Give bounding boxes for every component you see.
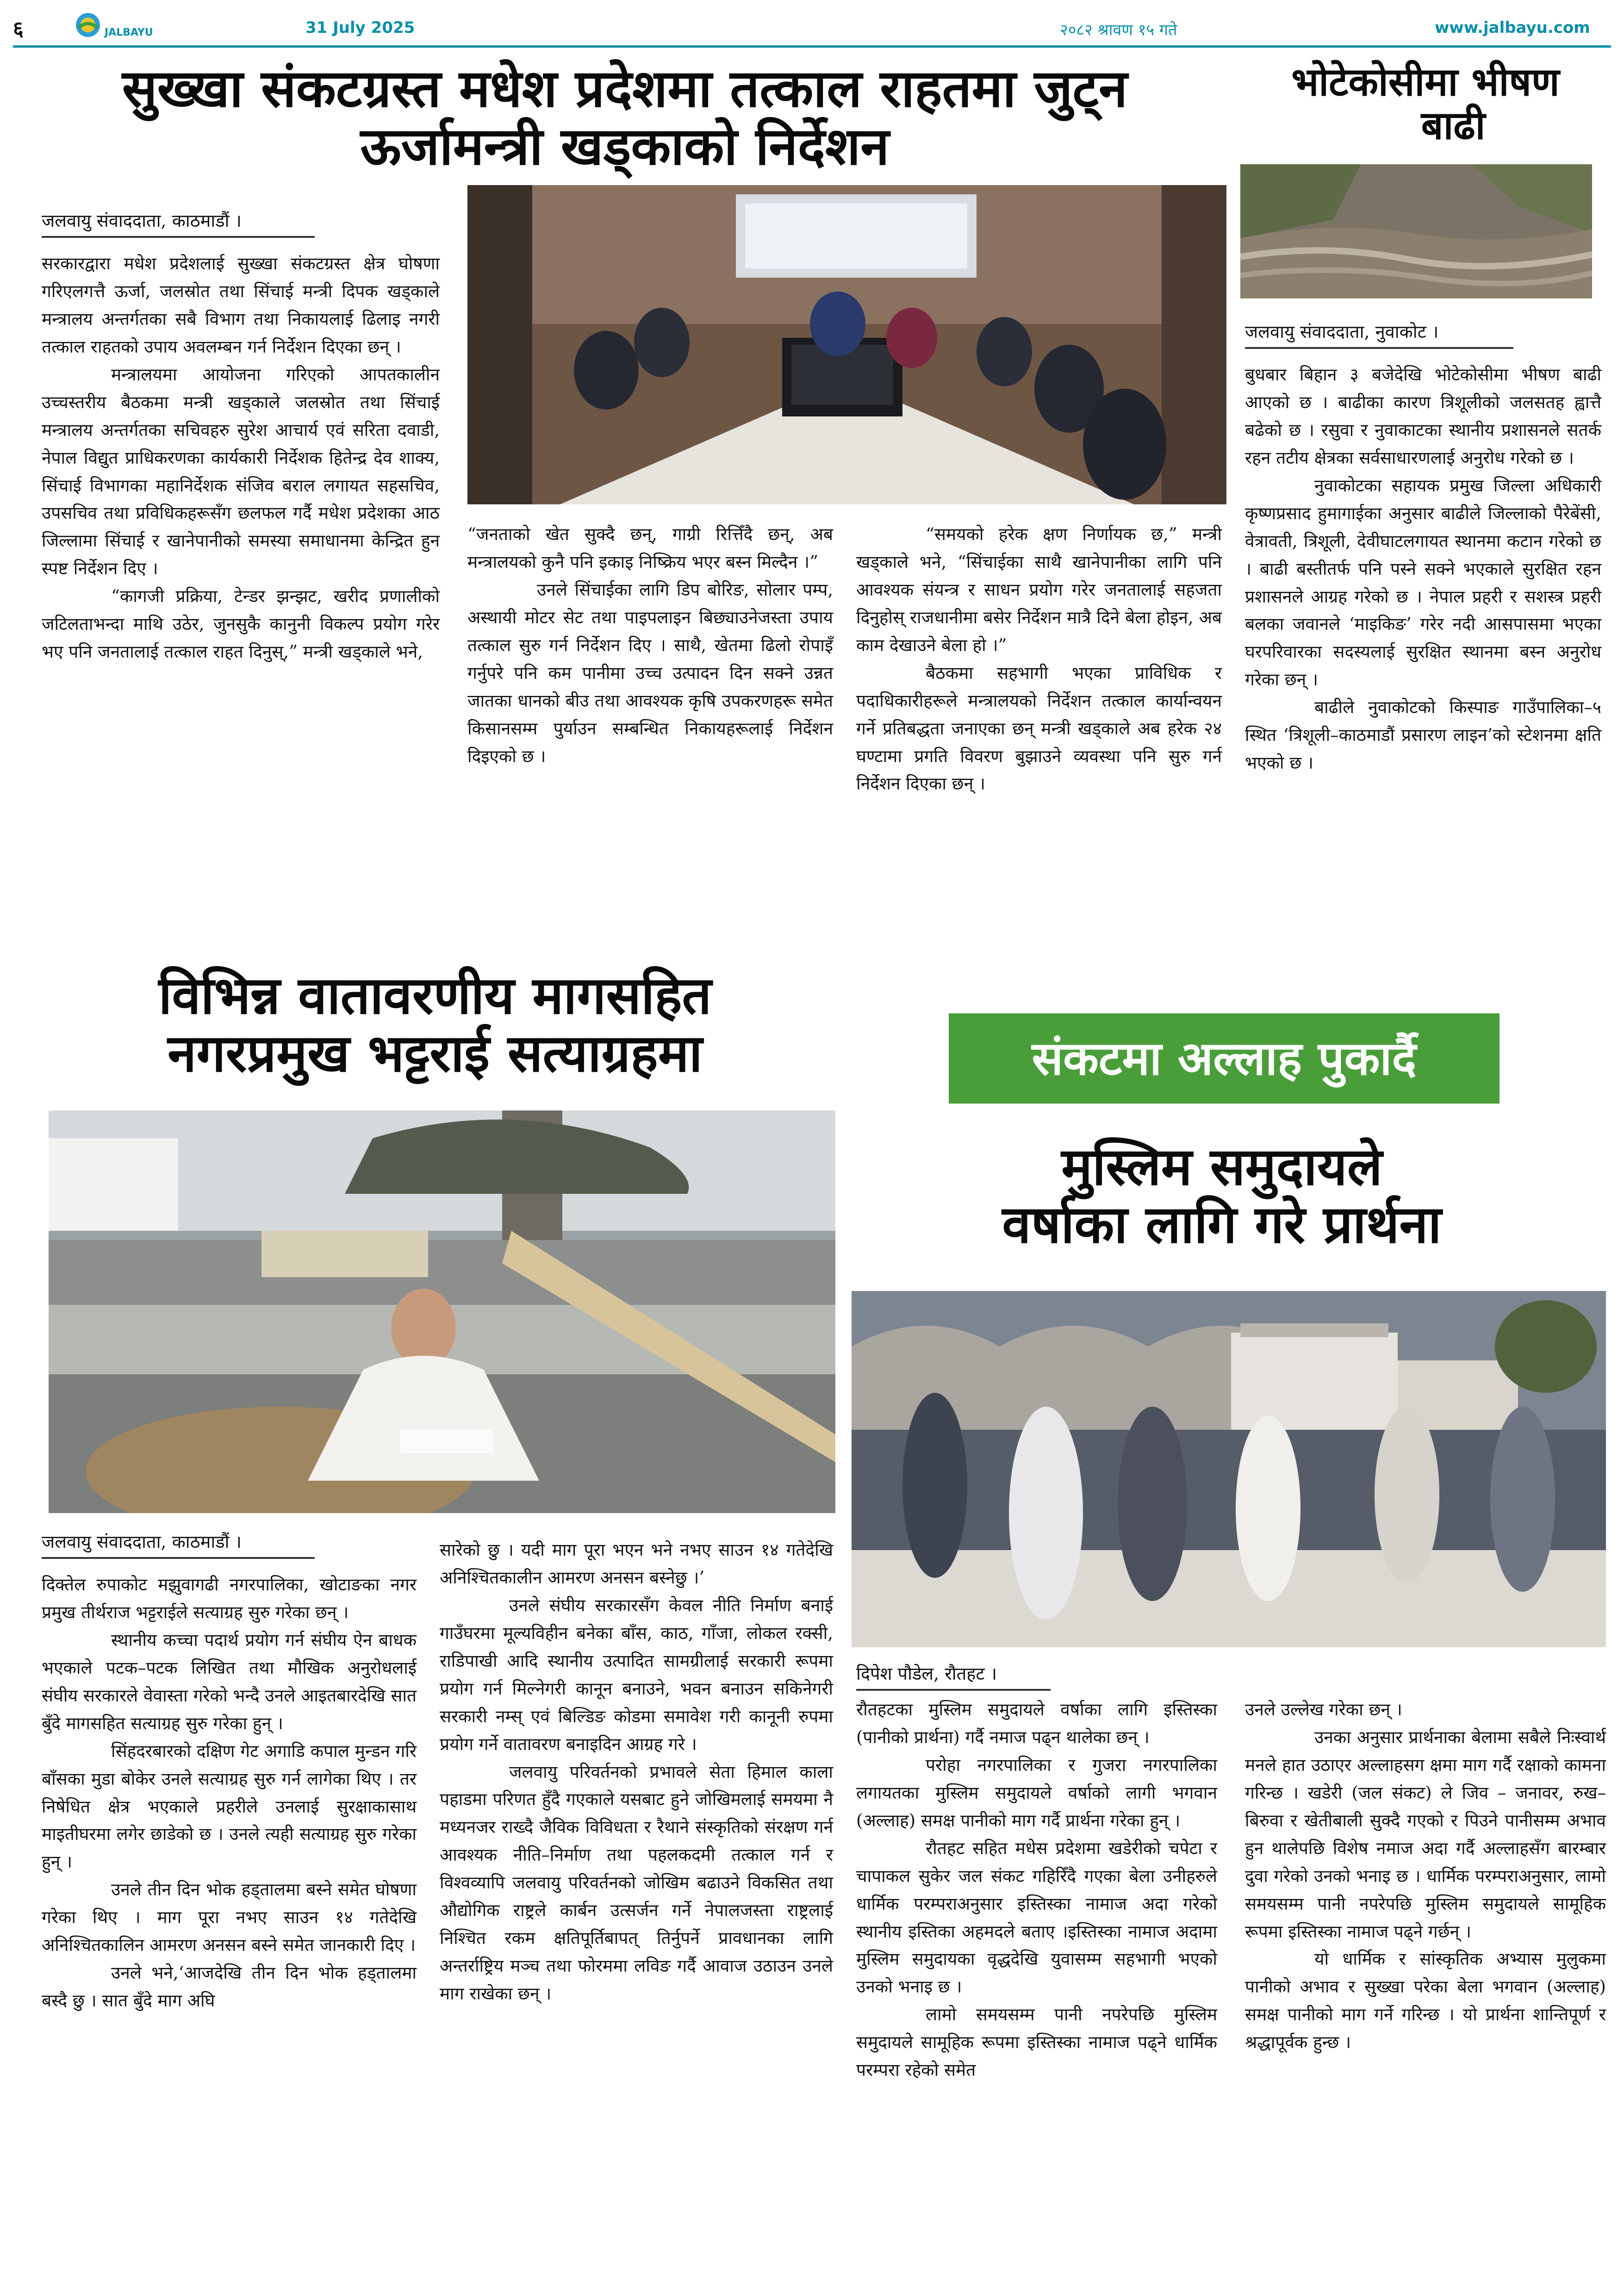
story3-column-2 xyxy=(440,1536,833,2008)
story2-para1: बुधबार बिहान ३ बजेदेखि भोटेकोसीमा भीषण बाढी आएको छ । बाढीका कारण त्रिशूलीको जलसतह ह्वात्तै बढेको छ । रसुवा र नुवाकाटका स्थानीय प्रशासनले सतर्क रहन तटीय क्षेत्रका सर्वसाधारणलाई अनुरोध गरेको छ । xyxy=(1245,365,1601,468)
story3-col2-para2: उनले संघीय सरकारसँग केवल नीति निर्माण बनाई गाउँघरमा मूल्यविहीन बनेका बाँस, काठ, गाँजा, लोकल रक्सी, राडिपाखी आदि स्थानीय उत्पादित सामग्रीलाई सरकारी रूपमा प्रयोग गर्न मिल्नेगरी कानून बनाउने, भवन बनाउन सकिनेगरी सरकारी नम्स् एवं बिल्डिङ कोडमा समावेश गरी कानूनी रुपमा प्रयोग गर्ने वातावरण बनाइदिन आग्रह गरे । xyxy=(440,1595,833,1754)
story1-column-1 xyxy=(42,250,440,666)
story4-col1-para1: रौतहटका मुस्लिम समुदायले वर्षाका लागि इस्तिस्का (पानीको प्रार्थना) गर्दै नमाज पढ्न थालेका छन् । xyxy=(856,1700,1217,1747)
story1-column-2 xyxy=(467,521,833,770)
header-website[interactable]: www.jalbayu.com xyxy=(1435,19,1590,37)
story4-prayer-photo xyxy=(852,1291,1606,1647)
header-date-np: २०८२ श्रावण १५ गते xyxy=(1060,21,1177,39)
story1-byline: जलवायु संवाददाता, काठमाडौं । xyxy=(42,208,315,238)
story2-para2: नुवाकोटका सहायक प्रमुख जिल्ला अधिकारी कृष्णप्रसाद हुमागाईका अनुसार बाढीले जिल्लाको पैरेबेंसी, वेत्रावती, त्रिशूली, देवीघाटलगायत स्थानमा कटान गरेको छ । बाढी बस्तीतर्फ पनि पस्ने सक्ने भएकाले सुरक्षित रहन प्रशासनले आग्रह गरेको छ । नेपाल प्रहरी र सशस्त्र प्रहरी बलका जवानले ‘माइकिङ’ गरेर नदी आसपासमा भएका घरपरिवारका सदस्यलाई सुरक्षित स्थानमा बस्न अनुरोध गरेका छन् । xyxy=(1245,475,1601,690)
story4-headline-line1: मुस्लिम समुदायले xyxy=(1061,1137,1382,1197)
story3-col1-para4: उनले तीन दिन भोक हड्तालमा बस्ने समेत घोषणा गरेका थिए । माग पूरा नभए साउन १४ गतेदेखि अनिश्चितकालिन आमरण अनसन बस्ने समेत जानकारी दिए । xyxy=(42,1880,417,1955)
story4-col1-para3: रौतहट सहित मधेस प्रदेशमा खडेरीको चपेटा र चापाकल सुकेर जल संकट गहिरिँदै गएका बेला उनीहरुले धार्मिक परम्पराअनुसार इस्तिस्का नामाज अदा गरेको स्थानीय इस्तिका अहमदले बताए ।इस्तिस्का नामाज अदामा मुस्लिम समुदायका वृद्धदेखि युवासम्म सहभागी भएको उनको भनाइ छ । xyxy=(856,1838,1217,1997)
story4-column-1 xyxy=(856,1696,1217,2084)
story2-flood-photo xyxy=(1240,164,1592,298)
story3-col2-para3: जलवायु परिवर्तनको प्रभावले सेता हिमाल काला पहाडमा परिणत हुँदै गएकाले यसबाट हुने जोखिमलाई समयमा नै मध्यनजर राख्दै जैविक विविधता र रैथाने संस्कृतिको संरक्षण गर्न आवश्यक नीति–निर्माण तथा पहलकदमी तत्काल गर्न र विश्वव्यापि जलवायु परिवर्तनको जोखिम बढाउने विकसित तथा औद्योगिक राष्ट्रले कार्बन उत्सर्जन गर्ने नेपालजस्ता राष्ट्रलाई निश्चित रकम क्षतिपूर्तिबापत् तिर्नुपर्ने प्रावधानका लागि अन्तर्राष्ट्रिय मञ्च तथा फोरममा लविङ गर्दै आवाज उठाउन उनले माग राखेका छन् । xyxy=(440,1762,833,2004)
story1-col2-para1: “जनताको खेत सुक्दै छन्, गाग्री रित्तिँदै छन्, अब मन्त्रालयको कुनै पनि इकाइ निष्क्रिय भएर बस्न मिल्दैन ।” xyxy=(467,524,833,572)
story3-col1-para1: दिक्तेल रुपाकोट मझुवागढी नगरपालिका, खोटाङका नगर प्रमुख तीर्थराज भट्टराईले सत्याग्रह सुरु गरेका छन् । xyxy=(42,1575,417,1622)
story4-byline: दिपेश पौडेल, रौतहट । xyxy=(856,1661,1051,1691)
story2-body xyxy=(1245,361,1601,777)
logo xyxy=(74,10,180,43)
story1-col1-para1: सरकारद्वारा मधेश प्रदेशलाई सुख्खा संकटग्रस्त क्षेत्र घोषणा गरिएलगत्तै ऊर्जा, जलस्रोत तथा सिंचाई मन्त्री दिपक खड्काले मन्त्रालय अन्तर्गतका सबै विभाग तथा निकायलाई ढिलाइ नगरी तत्काल राहतको उपाय अवलम्बन गर्न निर्देशन दिएका छन् । xyxy=(42,254,440,357)
story2-byline: जलवायु संवाददाता, नुवाकोट । xyxy=(1245,319,1513,349)
story4-col2-para2: उनका अनुसार प्रार्थनाका बेलामा सबैले निःस्वार्थ मनले हात उठाएर अल्लाहसग क्षमा माग गर्दै रक्षाको कामना गरिन्छ । खडेरी (जल संकट) ले जिव – जनावर, रुख–बिरुवा र खेतीबाली सुक्दै गएको र पिउने पानीसम्म अभाव हुन थालेपछि विशेष नमाज अदा गर्दै अल्लाहसँग बारम्बार दुवा गरेको उनको भनाइ छ । धार्मिक परम्पराअनुसार, लामो समयसम्म पानी नपरेपछि मुस्लिम समुदायले सामूहिक रूपमा इस्तिस्का नामाज पढ्ने गर्छन् । xyxy=(1245,1727,1606,1942)
story1-headline-line2: ऊर्जामन्त्री खड्काको निर्देशन xyxy=(360,117,890,177)
page-header xyxy=(0,0,1624,51)
story4-column-2 xyxy=(1245,1696,1606,2056)
story3-protest-photo xyxy=(49,1111,835,1513)
story3-column-1 xyxy=(42,1571,417,2015)
story1-col2-para2: उनले सिंचाईका लागि डिप बोरिङ, सोलार पम्प, अस्थायी मोटर सेट तथा पाइपलाइन बिछ्याउनेजस्ता उपाय तत्काल सुरु गर्न निर्देशन दिए । साथै, खेतमा ढिलो रोपाइँ गर्नुपरे पनि कम पानीमा उच्च उत्पादन दिन सक्ने उन्नत जातका धानको बीउ तथा आवश्यक कृषि उपकरणहरू समेत किसानसम्म पुर्याउन सम्बन्धित निकायहरूलाई निर्देशन दिइएको छ । xyxy=(467,579,833,766)
story4-col1-para2: परोहा नगरपालिका र गुजरा नगरपालिका लगायतका मुस्लिम समुदायले वर्षाको लागी भगवान (अल्लाह) समक्ष पानीको माग गर्दै प्रार्थना गरेका हुन् । xyxy=(856,1755,1217,1831)
page-number: ६ xyxy=(13,17,24,41)
story1-col3-para2: बैठकमा सहभागी भएका प्राविधिक र पदाधिकारीहरूले मन्त्रालयको निर्देशन तत्काल कार्यान्वयन गर्ने प्रतिबद्धता जनाएका छन् मन्त्री खड्काले अब हरेक २४ घण्टामा प्रगति विवरण बुझाउने व्यवस्था पनि सुरु गर्न निर्देशन दिएका छन् । xyxy=(856,663,1222,794)
story3-col1-para2: स्थानीय कच्चा पदार्थ प्रयोग गर्न संघीय ऐन बाधक भएकाले पटक–पटक लिखित तथा मौखिक अनुरोधलाई संघीय सरकारले वेवास्ता गरेको भन्दै उनले आइतबारदेखि सात बुँदे मागसहित सत्याग्रह सुरु गरेका हुन् । xyxy=(42,1630,417,1733)
story3-col1-para3: सिंहदरबारको दक्षिण गेट अगाडि कपाल मुन्डन गरि बाँसका मुडा बोकेर उनले सत्याग्रह सुरु गर्न लागेका थिए । तर निषेधित क्षेत्र भएकाले प्रहरीले उनलाई सुरक्षाकासाथ माइतीघरमा लगेर छाडेको छ । उनले त्यही सत्याग्रह सुरु गरेका हुन् । xyxy=(42,1741,417,1872)
story2-para3: बाढीले नुवाकोटको किस्पाङ गाउँपालिका–५ स्थित ‘त्रिशूली–काठमाडौं प्रसारण लाइन’को स्टेशनमा क्षति भएको छ । xyxy=(1245,697,1601,773)
story1-col1-para2: मन्त्रालयमा आयोजना गरिएको आपतकालीन उच्चस्तरीय बैठकमा मन्त्री खड्काले जलस्रोत तथा सिंचाई मन्त्रालय अन्तर्गतका सचिवहरु सुरेश आचार्य एवं सरिता दवाडी, नेपाल विद्युत प्राधिकरणका कार्यकारी निर्देशक हितेन्द्र देव शाक्य, सिंचाई विभागका महानिर्देशक संजिव बराल लगायत सहसचिव, उपसचिव तथा प्रविधिकहरूसँग छलफल गर्दै मधेश प्रदेशका आठ जिल्लामा सिंचाई र खानेपानीको समस्या समाधानमा केन्द्रित हुन स्पष्ट निर्देशन दिए । xyxy=(42,364,440,579)
story4-col1-para4: लामो समयसम्म पानी नपरेपछि मुस्लिम समुदायले सामूहिक रूपमा इस्तिस्का नामाज पढ्ने धार्मिक परम्परा रहेको समेत xyxy=(856,2004,1217,2080)
story3-byline: जलवायु संवाददाता, काठमाडौं । xyxy=(42,1529,315,1559)
story2-headline-line2: बाढी xyxy=(1421,103,1486,149)
story4-col2-para1: उनले उल्लेख गरेका छन् । xyxy=(1245,1700,1402,1719)
story1-col1-para3: “कागजी प्रक्रिया, टेन्डर झन्झट, खरीद प्रणालीको जटिलताभन्दा माथि उठेर, जुनसुकै कानुनी विकल्प प्रयोग गरेर भए पनि जनतालाई तत्काल राहत दिनुस्,” मन्त्री खड्काले भने, xyxy=(42,586,440,662)
story3-headline-line2: नगरप्रमुख भट्टराई सत्याग्रहमा xyxy=(168,1024,703,1084)
story1-col3-para1: “समयको हरेक क्षण निर्णायक छ,” मन्त्री खड्काले भने, “सिंचाईका साथै खानेपानीका लागि पनि आवश्यक संयन्त्र र साधन प्रयोग गरेर जनतालाई सहजता दिनुहोस् राजधानीमा बसेर निर्देशन मात्रै दिने बेला होइन, अब काम देखाउने बेला हो ।” xyxy=(856,524,1222,655)
story1-column-3 xyxy=(856,521,1222,798)
story4-banner: संकटमा अल्लाह पुकार्दै xyxy=(949,1013,1500,1104)
story4-headline xyxy=(861,1138,1583,1254)
header-rule xyxy=(13,45,1611,48)
story3-headline xyxy=(28,967,842,1083)
story1-headline xyxy=(28,60,1222,176)
story4-headline-line2: वर्षाका लागि गरे प्रार्थना xyxy=(1002,1195,1442,1255)
story3-col1-para5: उनले भने,‘आजदेखि तीन दिन भोक हड्तालमा बस्दै छु । सात बुँदे माग अघि xyxy=(42,1963,417,2011)
story2-headline xyxy=(1240,60,1611,147)
story2-headline-line1: भोटेकोसीमा भीषण xyxy=(1291,59,1560,105)
story4-col2-para3: यो धार्मिक र सांस्कृतिक अभ्यास मुलुकमा पानीको अभाव र सुख्खा परेका बेला भगवान (अल्लाह) समक्ष पानीको माग गर्ने गरिन्छ । यो प्रार्थना शान्तिपूर्ण र श्रद्धापूर्वक हुन्छ । xyxy=(1245,1949,1606,2053)
story3-col2-para1: सारेको छु । यदी माग पूरा भएन भने नभए साउन १४ गतेदेखि अनिश्चितकालीन आमरण अनसन बस्नेछु ।’ xyxy=(440,1540,833,1588)
header-date-en: 31 July 2025 xyxy=(305,19,415,37)
logo-text: JALBAYU xyxy=(105,27,153,38)
story3-headline-line1: विभिन्न वातावरणीय मागसहित xyxy=(158,966,712,1026)
story1-meeting-photo xyxy=(467,185,1226,504)
story1-headline-line1: सुख्खा संकटग्रस्त मधेश प्रदेशमा तत्काल राहतमा जुट्न xyxy=(122,59,1128,119)
